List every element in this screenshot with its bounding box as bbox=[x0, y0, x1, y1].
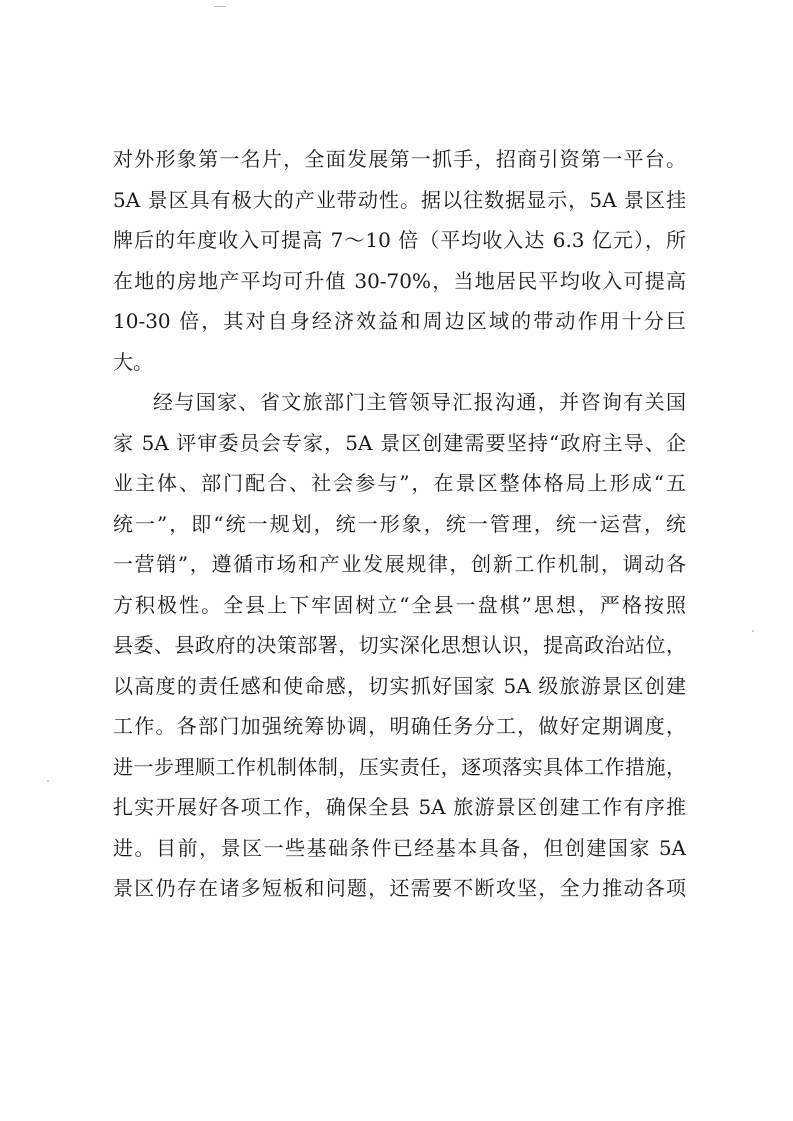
text-line: 5A 景区具有极大的产业带动性。据以往数据显示，5A 景区挂 bbox=[113, 187, 686, 212]
text-line: 工作。各部门加强统筹协调，明确任务分工，做好定期调度， bbox=[113, 714, 686, 738]
text-line: 扎实开展好各项工作，确保全县 5A 旅游景区创建工作有序推 bbox=[113, 795, 686, 819]
scan-speck bbox=[214, 6, 226, 7]
text-line: 统一”，即“统一规划，统一形象，统一管理，统一运营，统 bbox=[113, 511, 686, 536]
text-line: 进一步理顺工作机制体制，压实责任，逐项落实具体工作措施， bbox=[113, 754, 686, 779]
text-line: 在地的房地产平均可升值 30-70%，当地居民平均收入可提高 bbox=[113, 268, 686, 293]
text-line: 经与国家、省文旅部门主管领导汇报沟通，并咨询有关国 bbox=[153, 390, 686, 414]
text-line: 10-30 倍，其对自身经济效益和周边区域的带动作用十分巨 bbox=[113, 309, 686, 333]
body-text bbox=[113, 139, 686, 909]
text-line: 对外形象第一名片，全面发展第一抓手，招商引资第一平台。 bbox=[113, 147, 686, 171]
text-line: 景区仍存在诸多短板和问题，还需要不断攻坚，全力推动各项 bbox=[113, 876, 686, 900]
text-line: 大。 bbox=[113, 349, 153, 374]
text-line: 县委、县政府的决策部署，切实深化思想认识，提高政治站位， bbox=[113, 633, 686, 657]
text-line: 方积极性。全县上下牢固树立“全县一盘棋”思想，严格按照 bbox=[113, 592, 686, 617]
text-line: 以高度的责任感和使命感，切实抓好国家 5A 级旅游景区创建 bbox=[113, 673, 686, 698]
text-line: 业主体、部门配合、社会参与”，在景区整体格局上形成“五 bbox=[113, 471, 686, 495]
text-line: 牌后的年度收入可提高 7～10 倍（平均收入达 6.3 亿元），所 bbox=[113, 228, 686, 252]
text-line: 一营销”，遵循市场和产业发展规律，创新工作机制，调动各 bbox=[113, 552, 686, 576]
text-line: 进。目前，景区一些基础条件已经基本具备，但创建国家 5A bbox=[113, 835, 686, 860]
text-line: 家 5A 评审委员会专家，5A 景区创建需要坚持“政府主导、企 bbox=[113, 430, 686, 455]
scan-speck bbox=[47, 780, 49, 782]
scan-speck bbox=[752, 630, 754, 632]
